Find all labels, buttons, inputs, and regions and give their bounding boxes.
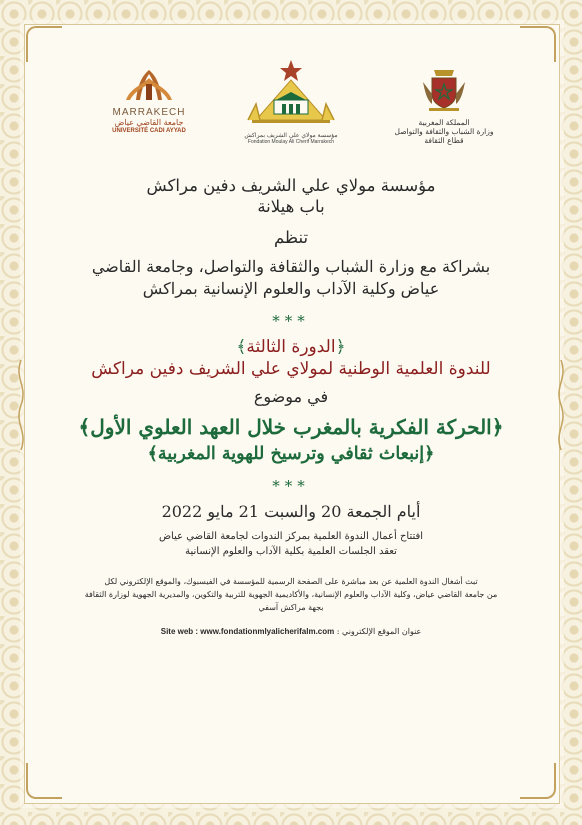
organizes-label: تنظم: [273, 228, 309, 247]
foundation-logo: [236, 58, 346, 145]
university-name-fr: UNIVERSITÉ CADI AYYAD: [112, 128, 186, 134]
university-name-ar: جامعة القاضي عياض: [114, 118, 184, 127]
event-dates: أيام الجمعة 20 والسبت 21 مايو 2022: [161, 502, 421, 521]
stars-divider: ***: [272, 312, 310, 330]
coat-of-arms-icon: [419, 64, 469, 114]
corner-ornament: [520, 26, 556, 62]
symposium-title: للندوة العلمية الوطنية لمولاي علي الشريف دفين مراكش: [91, 359, 491, 379]
website-line: [24, 626, 558, 638]
corner-ornament: [26, 26, 62, 62]
partnership-line-2: عياض وكلية الآداب والعلوم الإنسانية بمراكش: [142, 279, 440, 298]
corner-ornament: [520, 763, 556, 799]
foundation-name-latin: Fondation Moulay Ali Cherif Marrakech: [247, 139, 335, 145]
topic-label: في موضوع: [253, 387, 329, 406]
ministry-line1: المملكة المغربية: [418, 118, 470, 127]
partnership-line-1: بشراكة مع وزارة الشباب والثقافة والتواصل، وجامعة القاضي: [91, 257, 491, 276]
website-label: عنوان الموقع الإلكتروني :: [336, 627, 422, 636]
broadcast-line-2: من جامعة القاضي عياض، وكلية الآداب والعلوم الإنسانية، والأكاديمية الجهوية للتربية والتكوين، والمديرية الجهوية لوزارة الثقافة: [84, 590, 498, 599]
university-logo: [94, 66, 204, 134]
stars-divider: ***: [272, 477, 310, 495]
broadcast-line-3: بجهة مراكش آسفي: [258, 603, 324, 612]
university-emblem-icon: [122, 66, 176, 106]
opening-info: افتتاح أعمال الندوة العلمية بمركز الندوات لجامعة القاضي عياض: [158, 531, 424, 542]
topic-line-1: ﴿الحركة الفكرية بالمغرب خلال العهد العلوي الأول﴾: [78, 415, 504, 439]
corner-ornament: [26, 763, 62, 799]
header-logos: [24, 58, 558, 158]
poster-content: [24, 175, 558, 638]
foundation-name-ar: مؤسسة مولاي علي الشريف بمراكش: [244, 132, 338, 139]
website-link[interactable]: Site web : www.fondationmlyalicherifalm.com: [160, 627, 335, 636]
foundation-emblem-icon: [236, 58, 346, 128]
topic-line-2: ﴿إنبعاث ثقافي وترسيخ للهوية المغربية﴾: [147, 444, 435, 464]
ministry-line2: وزارة الشباب والثقافة والتواصل: [394, 127, 494, 136]
sessions-info: تعقد الجلسات العلمية بكلية الآداب والعلوم الإنسانية: [185, 546, 397, 557]
broadcast-line-1: تبث أشغال الندوة العلمية عن بعد مباشرة على الصفحة الرسمية للمؤسسة في الفيسبوك، والموقع الإلكتروني لكل: [104, 577, 478, 586]
university-city: MARRAKECH: [112, 107, 186, 118]
ministry-line3: قطاع الثقافة: [424, 136, 464, 145]
session-title: ﴿الدورة الثالثة﴾: [236, 337, 346, 357]
organizer-location: باب هيلانة: [257, 197, 325, 216]
ministry-logo: [384, 64, 504, 145]
organizer-name: مؤسسة مولاي علي الشريف دفين مراكش: [146, 176, 436, 195]
